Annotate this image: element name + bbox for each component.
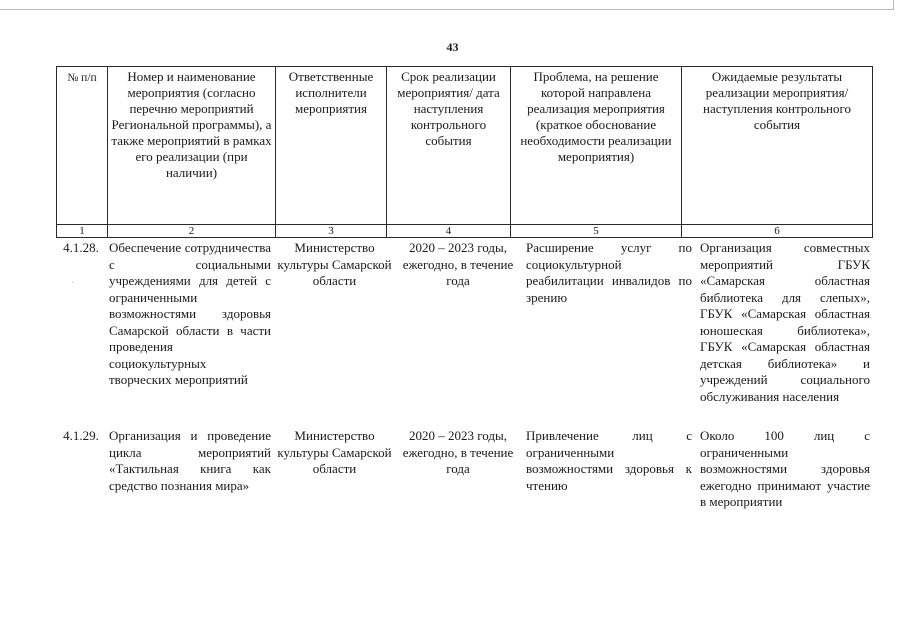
row-problem: Расширение услуг по социокультурной реабилитации инвалидов по зрению <box>526 240 692 305</box>
right-scan-edge-line <box>893 0 894 10</box>
column-number: 6 <box>682 225 873 238</box>
scan-speck: · <box>71 278 74 287</box>
header-name: Номер и наименование мероприятия (согласно перечню мероприятий Региональной программы), а также мероприятий в рамках его реализации (при наличии) <box>108 67 276 225</box>
column-number: 1 <box>57 225 108 238</box>
header-results: Ожидаемые результаты реализации мероприятия/ наступления контрольного события <box>682 67 873 225</box>
header-term: Срок реализации мероприятия/ дата наступления контрольного события <box>387 67 511 225</box>
column-number-row <box>57 225 873 238</box>
column-number: 4 <box>387 225 511 238</box>
column-number: 3 <box>276 225 387 238</box>
row-number: 4.1.29. <box>63 428 99 443</box>
row-responsible: Министерство культуры Самарской области <box>277 240 392 288</box>
header-number: № п/п <box>57 67 108 225</box>
row-event-name: Обеспечение сотрудничества с социальными учреждениями для детей с ограниченными возможностями здоровья Самарской области в части проведения социокультурных творческих мероприятий <box>109 240 271 387</box>
row-responsible: Министерство культуры Самарской области <box>277 428 392 476</box>
header-row <box>57 67 873 225</box>
row-term: 2020 – 2023 годы, ежегодно, в течение года <box>402 240 514 288</box>
row-term: 2020 – 2023 годы, ежегодно, в течение года <box>402 428 514 476</box>
column-number: 5 <box>511 225 682 238</box>
header-responsible: Ответственные исполнители мероприятия <box>276 67 387 225</box>
row-number: 4.1.28. <box>63 240 99 255</box>
header-problem: Проблема, на решение которой направлена реализация мероприятия (краткое обоснование необходимости реализации мероприятия) <box>511 67 682 225</box>
page-number: 43 <box>446 40 459 54</box>
row-event-name: Организация и проведение цикла мероприятий «Тактильная книга как средство познания мира» <box>109 428 271 493</box>
row-results: Организация совместных мероприятий ГБУК «Самарская областная библиотека для слепых», ГБУК «Самарская областная юношеская библиотека», ГБУК «Самарская областная детская библиотека» и учреждений социального обслуживания населения <box>700 240 870 404</box>
top-scan-edge-line <box>0 9 893 10</box>
row-results: Около 100 лиц с ограниченными возможностями здоровья ежегодно принимают участие в мероприятии <box>700 428 870 509</box>
row-problem: Привлечение лиц с ограниченными возможностями здоровья к чтению <box>526 428 692 493</box>
column-number: 2 <box>108 225 276 238</box>
table-header <box>56 66 873 238</box>
